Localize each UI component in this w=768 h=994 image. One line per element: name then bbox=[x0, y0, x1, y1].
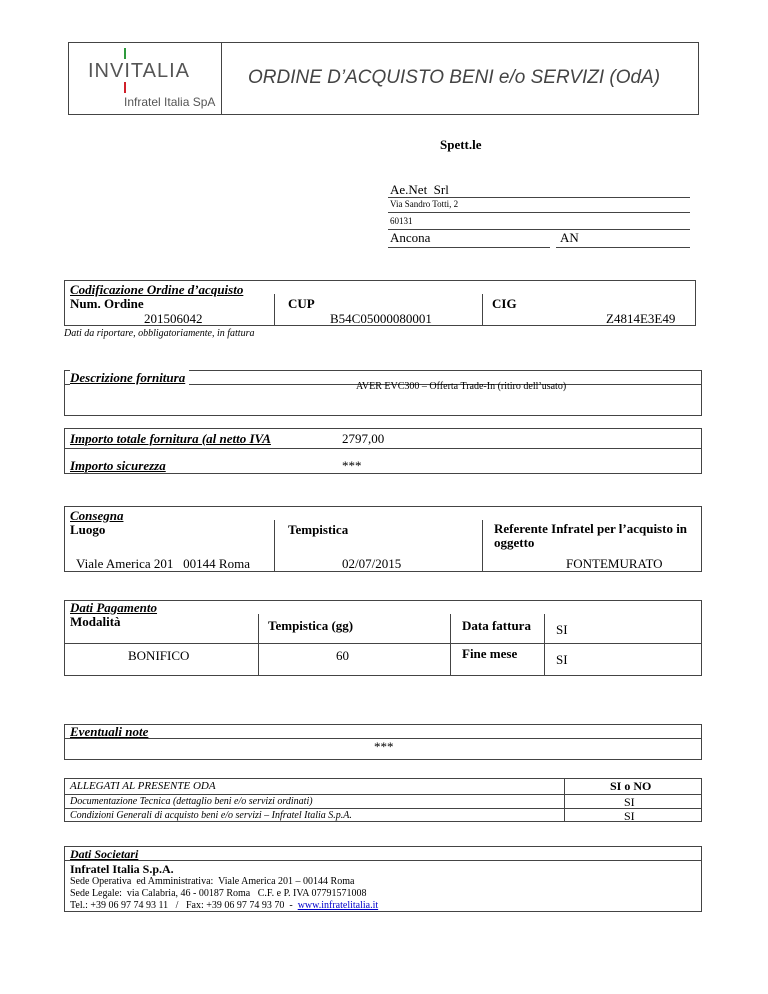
logo-text: INVITALIA bbox=[88, 60, 190, 82]
recipient-line-4 bbox=[388, 247, 550, 248]
recipient-zip: 60131 bbox=[390, 216, 413, 226]
codifica-note: Dati da riportare, obbligatoriamente, in fattura bbox=[64, 328, 255, 339]
cig-label: CIG bbox=[492, 296, 517, 311]
website-link[interactable]: www.infratelitalia.it bbox=[297, 900, 379, 911]
allegati-divider bbox=[564, 778, 565, 822]
allegati-col-label: SI o NO bbox=[610, 779, 652, 793]
consegna-divider-1 bbox=[274, 520, 275, 572]
luogo-label: Luogo bbox=[70, 522, 106, 537]
recipient-name: Ae.Net Srl bbox=[390, 182, 449, 197]
num-ordine-value: 201506042 bbox=[144, 311, 203, 326]
luogo-value: Viale America 201 00144 Roma bbox=[76, 556, 250, 571]
logo-flag-red-mark bbox=[124, 82, 126, 93]
descrizione-value: AVER EVC300 – Offerta Trade-In (ritiro dell’usato) bbox=[356, 381, 567, 392]
codifica-divider-2 bbox=[482, 294, 483, 326]
cup-label: CUP bbox=[288, 296, 315, 311]
recipient-address: Via Sandro Totti, 2 bbox=[390, 199, 459, 209]
fine-mese-value: SI bbox=[556, 652, 568, 667]
pagamento-row-line bbox=[64, 643, 702, 644]
data-fattura-label: Data fattura bbox=[462, 618, 531, 633]
tempistica-gg-label: Tempistica (gg) bbox=[268, 618, 354, 633]
referente-value: FONTEMURATO bbox=[566, 556, 663, 571]
importo-totale-label: Importo totale fornitura (al netto IVA bbox=[70, 431, 271, 446]
pagamento-divider-2 bbox=[450, 614, 451, 676]
allegato-row-1-value: SI bbox=[624, 795, 635, 809]
allegato-row-2-label: Condizioni Generali di acquisto beni e/o servizi – Infratel Italia S.p.A. bbox=[70, 810, 352, 821]
tempistica-gg-value: 60 bbox=[336, 648, 349, 663]
pagamento-title: Dati Pagamento bbox=[70, 600, 158, 615]
importo-sicurezza-label: Importo sicurezza bbox=[70, 458, 166, 473]
societari-title: Dati Societari bbox=[70, 847, 139, 861]
fine-mese-label: Fine mese bbox=[462, 646, 518, 661]
recipient-line-5 bbox=[556, 247, 690, 248]
codifica-title: Codificazione Ordine d’acquisto bbox=[70, 282, 244, 297]
societari-separator bbox=[64, 860, 702, 861]
consegna-title: Consegna bbox=[70, 508, 124, 523]
importo-totale-value: 2797,00 bbox=[342, 431, 385, 446]
allegati-header-line bbox=[64, 794, 702, 795]
societari-line-2: Sede Legale: via Calabria, 46 - 00187 Roma C.F. e P. IVA 07791571008 bbox=[70, 888, 367, 899]
num-ordine-label: Num. Ordine bbox=[70, 296, 144, 311]
recipient-province: AN bbox=[560, 230, 579, 245]
recipient-city: Ancona bbox=[390, 230, 431, 245]
importi-separator bbox=[64, 448, 702, 449]
societari-company: Infratel Italia S.p.A. bbox=[70, 862, 174, 876]
page-title: ORDINE D’ACQUISTO BENI e/o SERVIZI (OdA) bbox=[248, 67, 661, 88]
note-title: Eventuali note bbox=[70, 724, 149, 739]
pagamento-divider-3 bbox=[544, 614, 545, 676]
recipient-line-1 bbox=[388, 197, 690, 198]
importo-sicurezza-value: *** bbox=[342, 458, 362, 473]
pagamento-divider-1 bbox=[258, 614, 259, 676]
allegati-row-line bbox=[64, 808, 702, 809]
tempistica-consegna-label: Tempistica bbox=[288, 522, 349, 537]
data-fattura-value: SI bbox=[556, 622, 568, 637]
allegato-row-1-label: Documentazione Tecnica (dettaglio beni e/o servizi ordinati) bbox=[70, 796, 313, 807]
recipient-line-3 bbox=[388, 229, 690, 230]
societari-line-3 bbox=[70, 900, 378, 911]
consegna-divider-2 bbox=[482, 520, 483, 572]
company-subtitle: Infratel Italia SpA bbox=[124, 95, 216, 109]
referente-label: Referente Infratel per l’acquisto in oggetto bbox=[494, 521, 688, 550]
allegato-row-2-value: SI bbox=[624, 809, 635, 823]
societari-line-1: Sede Operativa ed Amministrativa: Viale America 201 – 00144 Roma bbox=[70, 876, 355, 887]
cup-value: B54C05000080001 bbox=[330, 311, 432, 326]
modalita-label: Modalità bbox=[70, 614, 121, 629]
recipient-line-2 bbox=[388, 212, 690, 213]
header-divider bbox=[221, 42, 222, 115]
tempistica-consegna-value: 02/07/2015 bbox=[342, 556, 402, 571]
logo bbox=[88, 46, 218, 112]
cig-value: Z4814E3E49 bbox=[606, 311, 676, 326]
codifica-divider-1 bbox=[274, 294, 275, 326]
societari-contacts: Tel.: +39 06 97 74 93 11 / Fax: +39 06 97 74 93 70 - bbox=[70, 900, 298, 911]
modalita-value: BONIFICO bbox=[128, 648, 190, 663]
descrizione-title: Descrizione fornitura bbox=[70, 370, 189, 386]
salutation: Spett.le bbox=[440, 137, 482, 152]
pagamento-box bbox=[64, 600, 702, 676]
note-value: *** bbox=[374, 739, 394, 754]
allegati-title: ALLEGATI AL PRESENTE ODA bbox=[70, 780, 216, 792]
logo-flag-green-mark bbox=[124, 48, 126, 59]
